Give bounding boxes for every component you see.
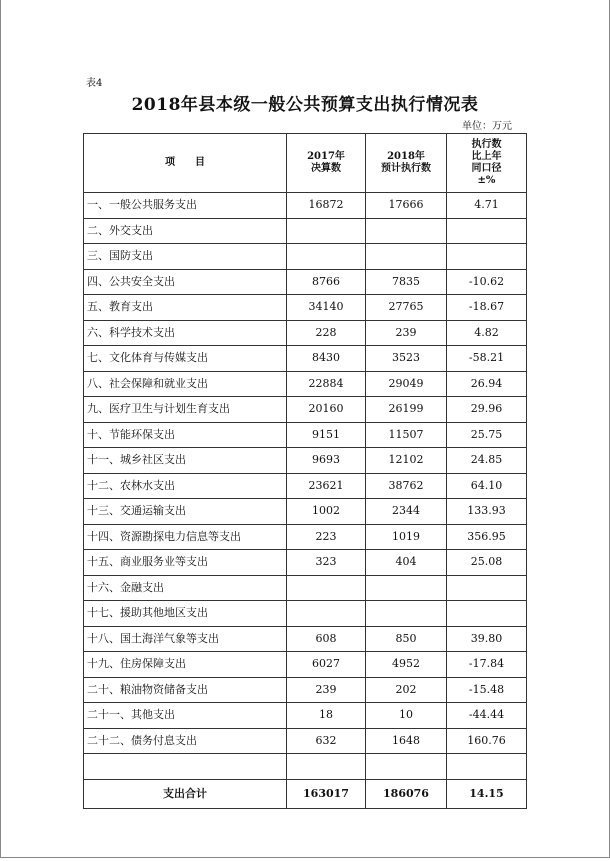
exec-2018-cell: 186076 bbox=[366, 779, 447, 808]
exec-2018-cell: 27765 bbox=[366, 295, 447, 321]
change-percent-cell: 356.95 bbox=[447, 524, 527, 550]
exec-2018-cell: 1648 bbox=[366, 728, 447, 754]
change-percent-cell: 133.93 bbox=[447, 499, 527, 525]
change-percent-cell: 24.85 bbox=[447, 448, 527, 474]
change-percent-cell bbox=[447, 244, 527, 270]
header-exec-2018: 2018年 预计执行数 bbox=[366, 134, 447, 193]
change-percent-cell bbox=[447, 754, 527, 780]
item-name-cell: 七、文化体育与传媒支出 bbox=[84, 346, 287, 372]
final-2017-cell bbox=[287, 754, 366, 780]
final-2017-cell: 23621 bbox=[287, 473, 366, 499]
total-row bbox=[84, 779, 527, 808]
item-name-cell: 五、教育支出 bbox=[84, 295, 287, 321]
table-row bbox=[84, 269, 527, 295]
item-name-cell: 十一、城乡社区支出 bbox=[84, 448, 287, 474]
budget-table bbox=[83, 133, 527, 809]
table-row bbox=[84, 524, 527, 550]
final-2017-cell bbox=[287, 244, 366, 270]
final-2017-cell: 6027 bbox=[287, 652, 366, 678]
table-row bbox=[84, 677, 527, 703]
item-name-cell: 一、一般公共服务支出 bbox=[84, 193, 287, 219]
change-percent-cell: -18.67 bbox=[447, 295, 527, 321]
exec-2018-cell: 850 bbox=[366, 626, 447, 652]
exec-2018-cell: 7835 bbox=[366, 269, 447, 295]
final-2017-cell: 8430 bbox=[287, 346, 366, 372]
item-name-cell: 三、国防支出 bbox=[84, 244, 287, 270]
item-name-cell: 十六、金融支出 bbox=[84, 575, 287, 601]
change-percent-cell: 25.08 bbox=[447, 550, 527, 576]
change-percent-cell bbox=[447, 601, 527, 627]
final-2017-cell: 16872 bbox=[287, 193, 366, 219]
item-name-cell: 十二、农林水支出 bbox=[84, 473, 287, 499]
final-2017-cell: 632 bbox=[287, 728, 366, 754]
final-2017-cell: 239 bbox=[287, 677, 366, 703]
document-title: 2018年县本级一般公共预算支出执行情况表 bbox=[131, 95, 479, 115]
final-2017-cell bbox=[287, 601, 366, 627]
final-2017-cell: 9151 bbox=[287, 422, 366, 448]
unit-label: 单位：万元 bbox=[462, 121, 512, 132]
table-row bbox=[84, 575, 527, 601]
table-row bbox=[84, 295, 527, 321]
final-2017-cell bbox=[287, 218, 366, 244]
exec-2018-cell: 12102 bbox=[366, 448, 447, 474]
item-name-cell: 十八、国土海洋气象等支出 bbox=[84, 626, 287, 652]
item-name-cell: 十、节能环保支出 bbox=[84, 422, 287, 448]
item-name-cell: 十四、资源勘探电力信息等支出 bbox=[84, 524, 287, 550]
header-final-2017: 2017年 决算数 bbox=[287, 134, 366, 193]
final-2017-cell: 323 bbox=[287, 550, 366, 576]
table-row bbox=[84, 499, 527, 525]
exec-2018-cell: 1019 bbox=[366, 524, 447, 550]
table-header-row bbox=[84, 134, 527, 193]
exec-2018-cell: 26199 bbox=[366, 397, 447, 423]
table-row bbox=[84, 218, 527, 244]
exec-2018-cell: 11507 bbox=[366, 422, 447, 448]
header-change: 执行数 比上年 同口径 ±% bbox=[447, 134, 527, 193]
item-name-cell: 九、医疗卫生与计划生育支出 bbox=[84, 397, 287, 423]
table-row bbox=[84, 703, 527, 729]
change-percent-cell: 25.75 bbox=[447, 422, 527, 448]
final-2017-cell bbox=[287, 575, 366, 601]
final-2017-cell: 163017 bbox=[287, 779, 366, 808]
final-2017-cell: 608 bbox=[287, 626, 366, 652]
change-percent-cell: 4.71 bbox=[447, 193, 527, 219]
table-row bbox=[84, 422, 527, 448]
change-percent-cell: -17.84 bbox=[447, 652, 527, 678]
item-name-cell bbox=[84, 754, 287, 780]
final-2017-cell: 34140 bbox=[287, 295, 366, 321]
table-row bbox=[84, 346, 527, 372]
change-percent-cell: 14.15 bbox=[447, 779, 527, 808]
final-2017-cell: 9693 bbox=[287, 448, 366, 474]
exec-2018-cell bbox=[366, 601, 447, 627]
final-2017-cell: 22884 bbox=[287, 371, 366, 397]
item-name-cell: 十五、商业服务业等支出 bbox=[84, 550, 287, 576]
header-item: 项 目 bbox=[84, 134, 287, 193]
change-percent-cell: -44.44 bbox=[447, 703, 527, 729]
final-2017-cell: 223 bbox=[287, 524, 366, 550]
exec-2018-cell: 3523 bbox=[366, 346, 447, 372]
table-row bbox=[84, 754, 527, 780]
item-name-cell: 四、公共安全支出 bbox=[84, 269, 287, 295]
exec-2018-cell bbox=[366, 218, 447, 244]
change-percent-cell: -15.48 bbox=[447, 677, 527, 703]
exec-2018-cell: 202 bbox=[366, 677, 447, 703]
item-name-cell: 二十、粮油物资储备支出 bbox=[84, 677, 287, 703]
exec-2018-cell bbox=[366, 244, 447, 270]
table-row bbox=[84, 626, 527, 652]
item-name-cell: 二、外交支出 bbox=[84, 218, 287, 244]
table-row bbox=[84, 371, 527, 397]
item-name-cell: 八、社会保障和就业支出 bbox=[84, 371, 287, 397]
final-2017-cell: 8766 bbox=[287, 269, 366, 295]
table-row bbox=[84, 448, 527, 474]
table-row bbox=[84, 728, 527, 754]
final-2017-cell: 18 bbox=[287, 703, 366, 729]
exec-2018-cell: 2344 bbox=[366, 499, 447, 525]
table-number: 表4 bbox=[86, 78, 103, 89]
change-percent-cell: 39.80 bbox=[447, 626, 527, 652]
exec-2018-cell: 10 bbox=[366, 703, 447, 729]
change-percent-cell bbox=[447, 575, 527, 601]
change-percent-cell: -10.62 bbox=[447, 269, 527, 295]
table-row bbox=[84, 652, 527, 678]
exec-2018-cell: 4952 bbox=[366, 652, 447, 678]
change-percent-cell bbox=[447, 218, 527, 244]
item-name-cell: 十九、住房保障支出 bbox=[84, 652, 287, 678]
item-name-cell: 十三、交通运输支出 bbox=[84, 499, 287, 525]
change-percent-cell: 4.82 bbox=[447, 320, 527, 346]
final-2017-cell: 1002 bbox=[287, 499, 366, 525]
exec-2018-cell bbox=[366, 575, 447, 601]
change-percent-cell: -58.21 bbox=[447, 346, 527, 372]
item-name-cell: 支出合计 bbox=[84, 779, 287, 808]
change-percent-cell: 26.94 bbox=[447, 371, 527, 397]
final-2017-cell: 20160 bbox=[287, 397, 366, 423]
table-row bbox=[84, 320, 527, 346]
exec-2018-cell bbox=[366, 754, 447, 780]
table-row bbox=[84, 397, 527, 423]
item-name-cell: 六、科学技术支出 bbox=[84, 320, 287, 346]
item-name-cell: 十七、援助其他地区支出 bbox=[84, 601, 287, 627]
exec-2018-cell: 38762 bbox=[366, 473, 447, 499]
table-row bbox=[84, 550, 527, 576]
table-row bbox=[84, 193, 527, 219]
final-2017-cell: 228 bbox=[287, 320, 366, 346]
exec-2018-cell: 404 bbox=[366, 550, 447, 576]
item-name-cell: 二十一、其他支出 bbox=[84, 703, 287, 729]
change-percent-cell: 29.96 bbox=[447, 397, 527, 423]
table-row bbox=[84, 473, 527, 499]
exec-2018-cell: 17666 bbox=[366, 193, 447, 219]
change-percent-cell: 64.10 bbox=[447, 473, 527, 499]
item-name-cell: 二十二、债务付息支出 bbox=[84, 728, 287, 754]
exec-2018-cell: 29049 bbox=[366, 371, 447, 397]
exec-2018-cell: 239 bbox=[366, 320, 447, 346]
table-row bbox=[84, 601, 527, 627]
change-percent-cell: 160.76 bbox=[447, 728, 527, 754]
table-row bbox=[84, 244, 527, 270]
